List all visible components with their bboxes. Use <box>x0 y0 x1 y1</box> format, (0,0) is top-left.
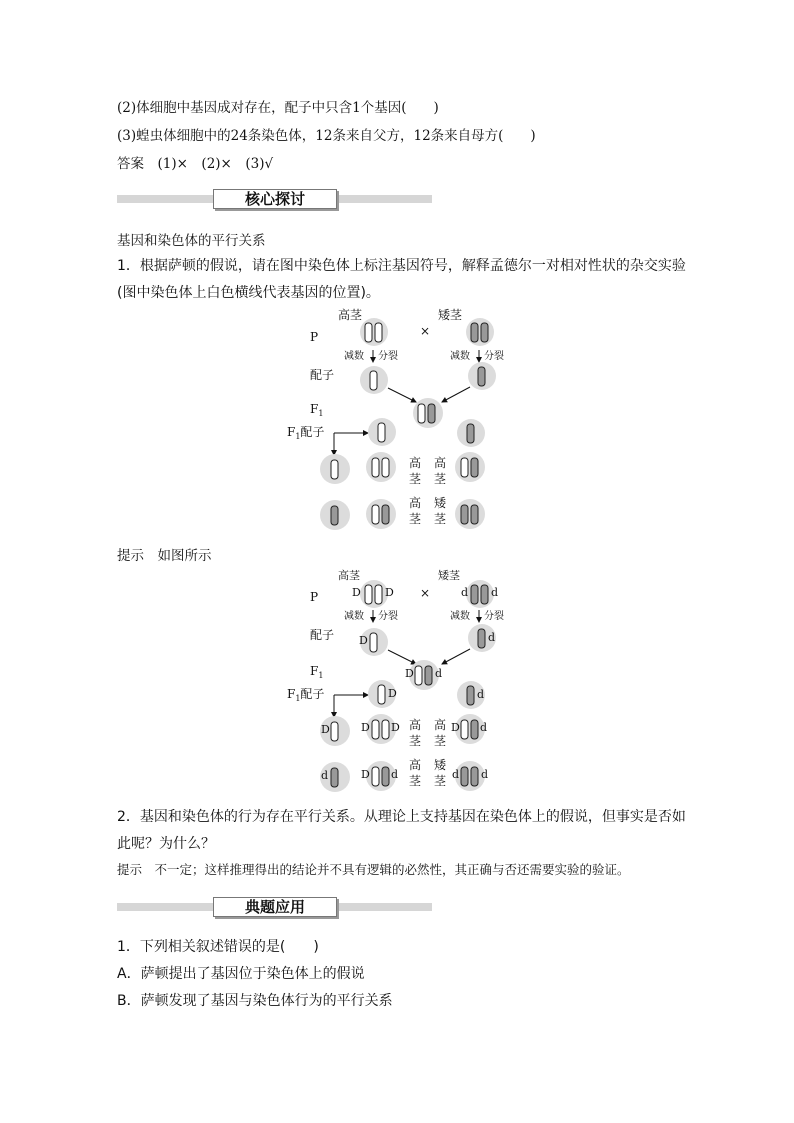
meiosis-left: 减数 <box>344 351 364 362</box>
svg-text:D: D <box>388 687 397 700</box>
cross-symbol: × <box>420 324 431 338</box>
cross-diagram-annotated-svg <box>270 565 530 795</box>
hint-1: 提示 如图所示 <box>117 548 212 564</box>
svg-text:D: D <box>361 768 370 781</box>
svg-text:D: D <box>321 723 330 736</box>
svg-text:高: 高 <box>409 496 422 510</box>
svg-text:P: P <box>310 590 319 604</box>
svg-text:F1配子: $F_1$配子 <box>287 687 325 703</box>
svg-text:d: d <box>491 586 499 599</box>
option-a: A．萨顿提出了基因位于染色体上的假说 <box>117 966 365 982</box>
svg-text:分裂: 分裂 <box>378 611 398 622</box>
svg-text:d: d <box>480 721 488 734</box>
item1-line2: (图中染色体上白色横线代表基因的位置)。 <box>117 285 380 301</box>
svg-text:矮: 矮 <box>434 758 447 772</box>
svg-text:配子: 配子 <box>310 628 335 642</box>
svg-text:D: D <box>451 721 460 734</box>
svg-text:F1: $F_1$ <box>310 664 324 680</box>
topic-heading: 基因和染色体的平行关系 <box>117 233 266 249</box>
hint-2: 提示 不一定；这样推理得出的结论并不具有逻辑的必然性，其正确与否还需要实验的验证。 <box>117 862 630 877</box>
svg-text:D: D <box>352 586 361 599</box>
svg-text:茎: 茎 <box>434 774 447 788</box>
svg-text:×: × <box>420 586 431 600</box>
svg-text:D: D <box>385 586 394 599</box>
label-F1-gamete: $F_1$配子 <box>287 425 325 441</box>
division-right: 分裂 <box>484 351 504 362</box>
meiosis-right: 减数 <box>450 351 470 362</box>
division-left: 分裂 <box>378 351 398 362</box>
svg-text:D: D <box>405 667 414 680</box>
item2-line2: 此呢？为什么？ <box>117 836 215 852</box>
cross-diagram-blank-svg <box>270 303 530 533</box>
svg-text:茎: 茎 <box>409 512 422 526</box>
svg-text:高: 高 <box>409 718 422 732</box>
svg-text:茎: 茎 <box>409 774 422 788</box>
svg-text:d: d <box>435 667 443 680</box>
svg-text:茎: 茎 <box>409 734 422 748</box>
section-title: 核心探讨 <box>213 189 337 209</box>
svg-text:d: d <box>391 768 399 781</box>
svg-text:d: d <box>461 586 469 599</box>
result-high-2: 高 <box>434 456 447 470</box>
label-dwarf: 矮茎 <box>438 308 463 322</box>
item2-line1: 2．基因和染色体的行为存在平行关系。从理论上支持基因在染色体上的假说，但事实是否如 <box>117 809 686 825</box>
label-P: P <box>310 330 319 344</box>
svg-text:D: D <box>359 634 368 647</box>
svg-text:茎: 茎 <box>434 734 447 748</box>
label-gamete: 配子 <box>310 368 335 382</box>
section-header-core <box>117 189 432 209</box>
svg-text:D: D <box>391 721 400 734</box>
label-tall: 高茎 <box>338 308 363 322</box>
option-b: B．萨顿发现了基因与染色体行为的平行关系 <box>117 993 393 1009</box>
svg-text:d: d <box>488 631 496 644</box>
result-high-1: 高 <box>409 456 422 470</box>
svg-text:d: d <box>481 768 489 781</box>
svg-text:茎: 茎 <box>409 472 422 486</box>
label-F1: $F_1$ <box>310 402 324 418</box>
svg-text:茎: 茎 <box>434 472 447 486</box>
section-title: 典题应用 <box>213 897 337 917</box>
question-1: 1．下列相关叙述错误的是( ) <box>117 939 319 955</box>
svg-text:矮: 矮 <box>434 496 447 510</box>
svg-text:分裂: 分裂 <box>484 611 504 622</box>
svg-text:d: d <box>321 769 329 782</box>
question-2: (2)体细胞中基因成对存在，配子中只含1个基因( ) <box>117 100 439 116</box>
cross-diagram-blank <box>270 303 530 533</box>
cross-diagram-annotated <box>270 565 530 795</box>
svg-text:d: d <box>452 768 460 781</box>
svg-text:高: 高 <box>409 758 422 772</box>
item1-line1: 1．根据萨顿的假说，请在图中染色体上标注基因符号，解释孟德尔一对相对性状的杂交实验 <box>117 258 686 274</box>
answer-line: 答案 (1)× (2)× (3)√ <box>117 156 274 172</box>
svg-text:高: 高 <box>434 718 447 732</box>
svg-text:减数: 减数 <box>450 611 470 622</box>
question-3: (3)蝗虫体细胞中的24条染色体，12条来自父方，12条来自母方( ) <box>117 128 536 144</box>
svg-text:矮茎: 矮茎 <box>438 569 460 582</box>
svg-text:d: d <box>477 688 485 701</box>
svg-text:减数: 减数 <box>344 611 364 622</box>
svg-text:D: D <box>361 721 370 734</box>
svg-text:高茎: 高茎 <box>338 569 360 582</box>
svg-text:茎: 茎 <box>434 512 447 526</box>
section-header-apply <box>117 897 432 917</box>
